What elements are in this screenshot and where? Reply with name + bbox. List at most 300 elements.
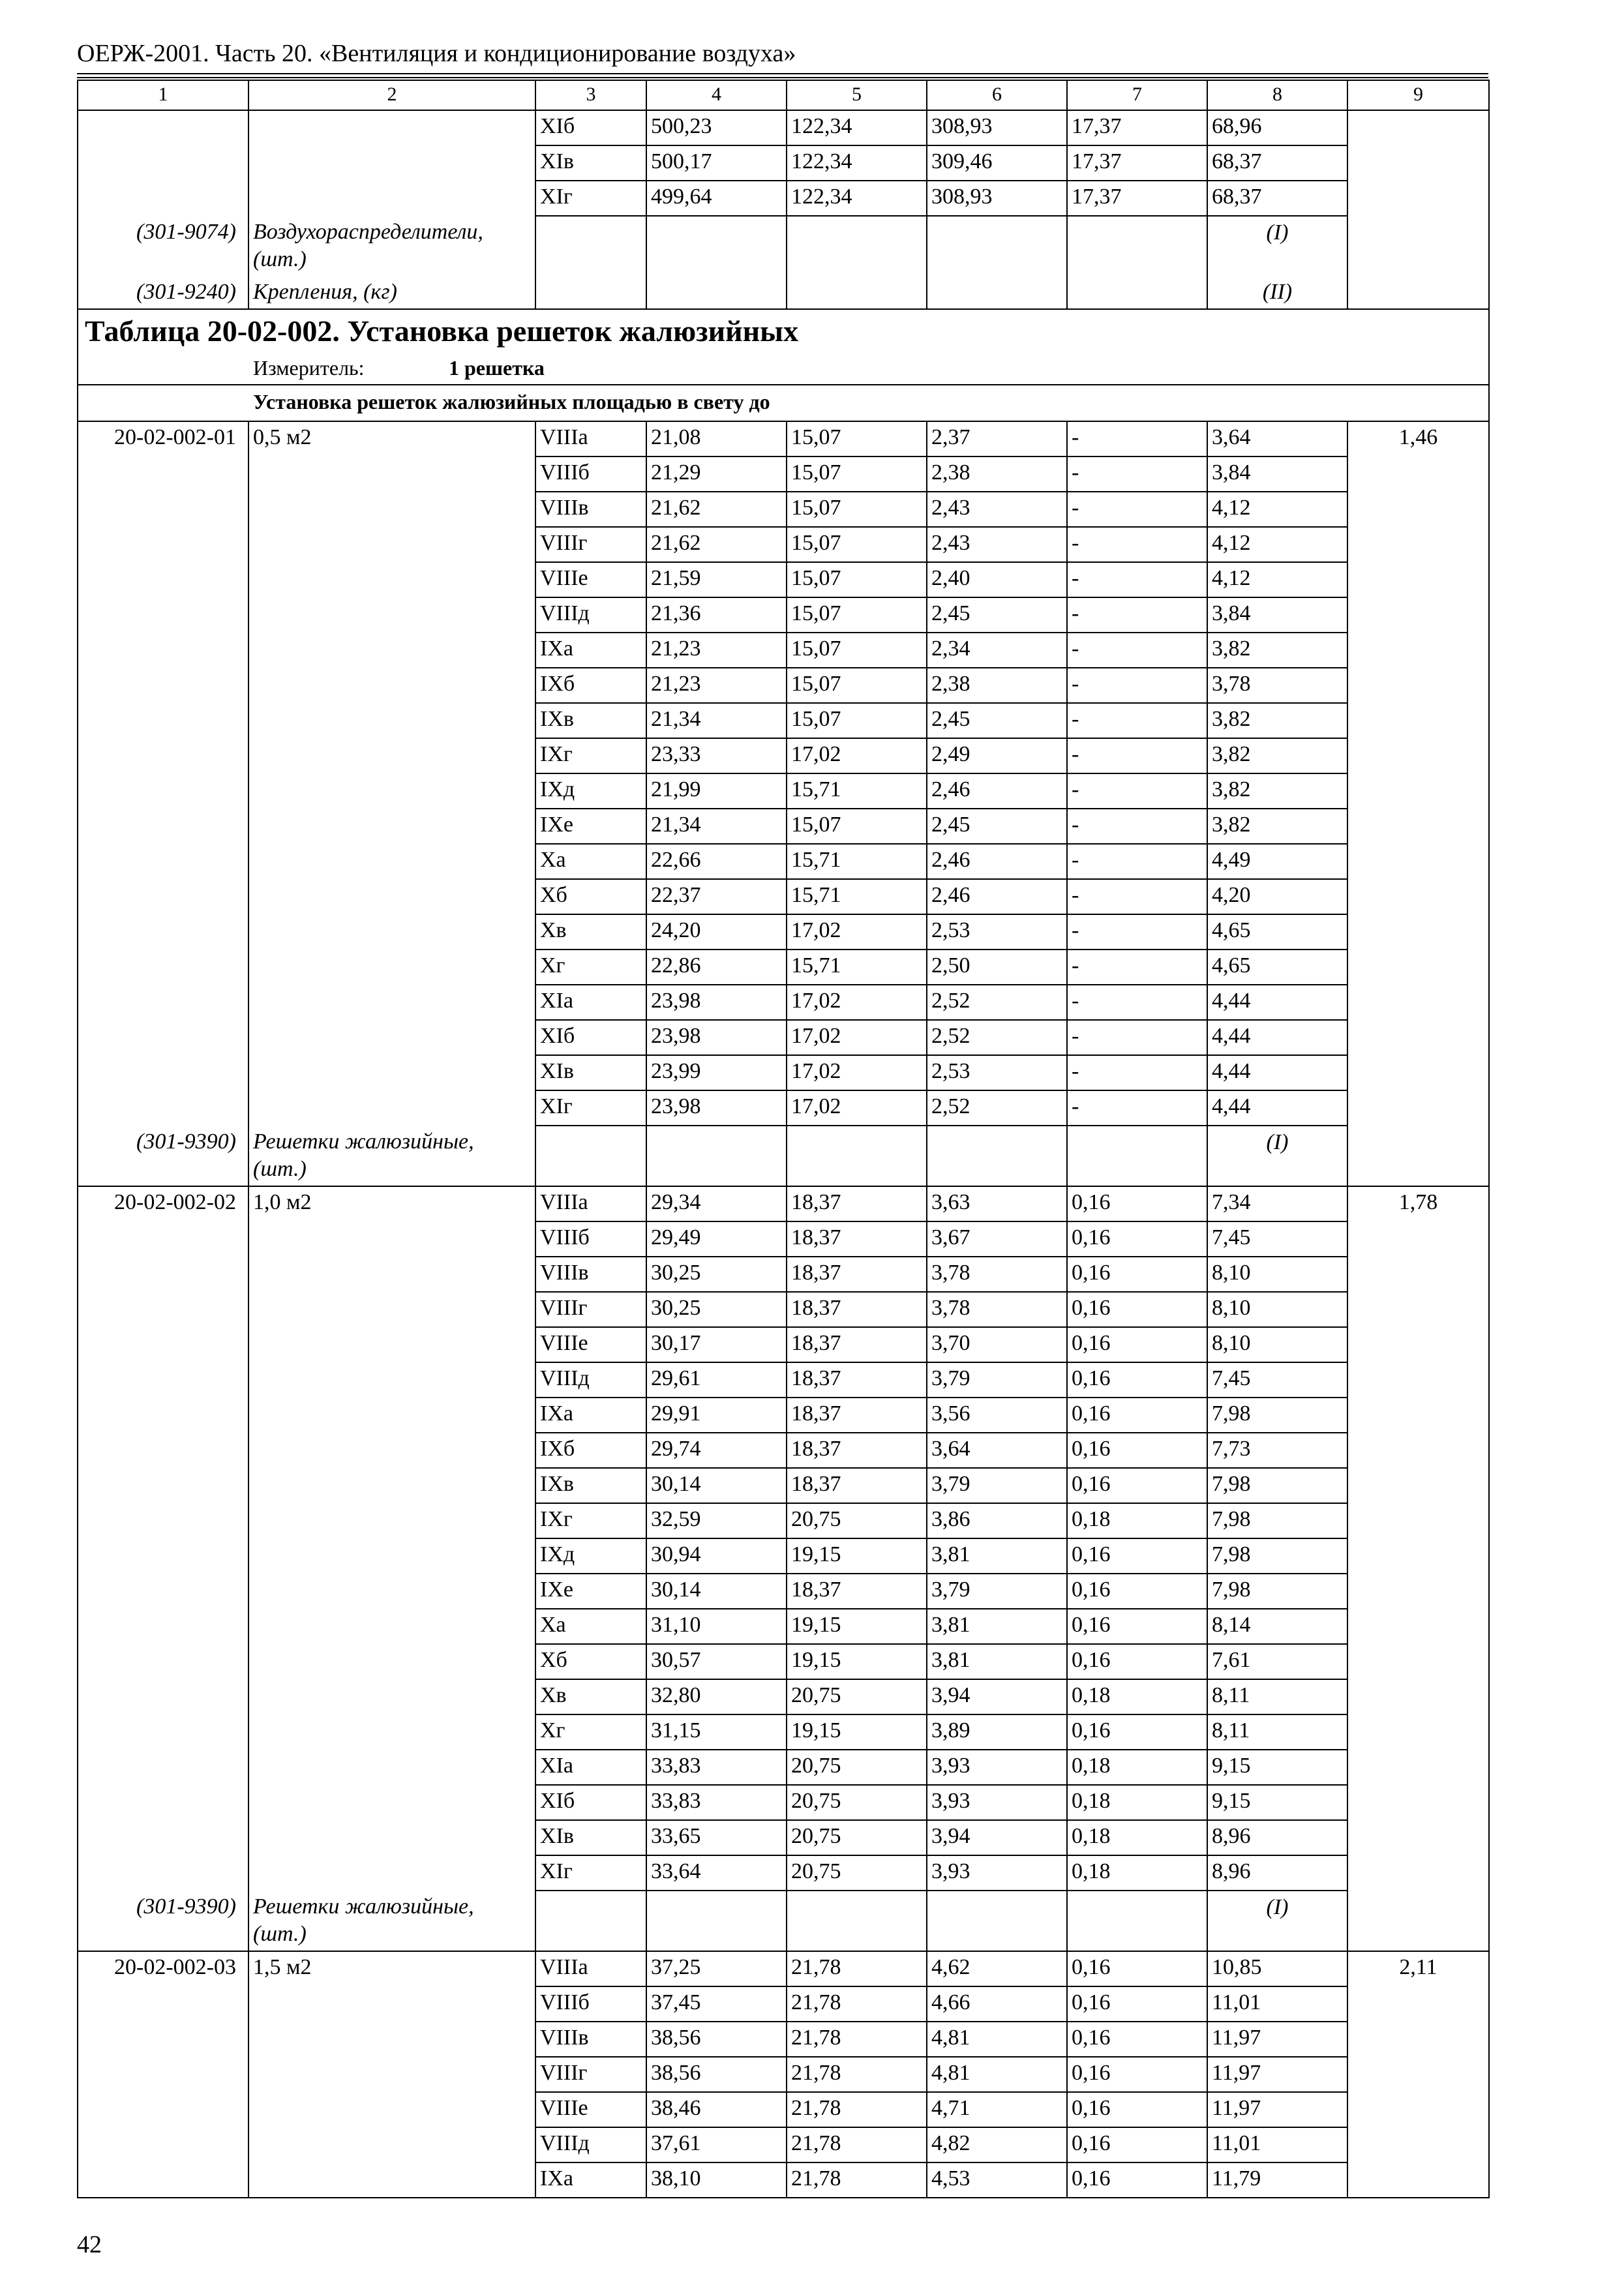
labor-cell [1347,844,1489,879]
materials-cell: 10,85 [1207,1951,1347,1986]
rate-row [78,1433,1489,1468]
rate-row [78,668,1489,703]
material-value: (I) [1207,216,1347,276]
rate-row [78,1820,1489,1855]
wages-cell: 15,07 [787,456,927,492]
material-row [78,1891,1489,1951]
code-cell [78,773,248,809]
total-cost-cell: 21,99 [646,773,787,809]
rate-row [78,1221,1489,1257]
material-row [78,216,1489,276]
rate-row [78,1644,1489,1679]
empty-cell [927,1126,1067,1186]
materials-cell: 8,11 [1207,1679,1347,1714]
total-cost-cell: 22,86 [646,950,787,985]
material-name: Воздухораспределители, (шт.) [248,216,535,276]
description-cell [248,2127,535,2162]
wages-cell: 20,75 [787,1785,927,1820]
machines-cell: 3,93 [927,1855,1067,1891]
wages-cell: 15,07 [787,562,927,597]
rate-class-cell: VIIIг [535,1292,646,1327]
rate-class-cell: VIIIе [535,1327,646,1362]
machinist-wages-cell: 0,16 [1067,2057,1207,2092]
description-cell [248,1644,535,1679]
materials-cell: 4,12 [1207,492,1347,527]
code-cell [78,1750,248,1785]
total-cost-cell: 33,64 [646,1855,787,1891]
grille-size: 0,5 м2 [248,421,535,456]
total-cost-cell: 21,29 [646,456,787,492]
total-cost-cell: 29,61 [646,1362,787,1398]
description-cell [248,1362,535,1398]
rate-row [78,1986,1489,2022]
materials-cell: 4,49 [1207,844,1347,879]
wages-cell: 21,78 [787,2127,927,2162]
machinist-wages-cell: - [1067,562,1207,597]
materials-cell: 7,73 [1207,1433,1347,1468]
rates-table-body [78,80,1489,2198]
machinist-wages-cell: - [1067,703,1207,738]
empty-cell [927,276,1067,309]
empty-cell [646,276,787,309]
rate-class-cell: VIIIб [535,456,646,492]
materials-cell: 4,20 [1207,879,1347,914]
rate-row [78,492,1489,527]
materials-cell: 7,98 [1207,1398,1347,1433]
materials-cell: 8,14 [1207,1609,1347,1644]
materials-cell: 9,15 [1207,1750,1347,1785]
machines-cell: 3,78 [927,1257,1067,1292]
wages-cell: 15,07 [787,527,927,562]
code-cell [78,738,248,773]
machines-cell: 2,43 [927,492,1067,527]
labor-cell [1347,703,1489,738]
wages-cell: 15,71 [787,844,927,879]
rate-class-cell: IXб [535,1433,646,1468]
total-cost-cell: 21,62 [646,527,787,562]
total-cost-cell: 500,23 [646,110,787,145]
labor-cell [1347,985,1489,1020]
machines-cell: 3,93 [927,1785,1067,1820]
labor-cell [1347,1221,1489,1257]
total-cost-cell: 21,59 [646,562,787,597]
total-cost-cell: 23,98 [646,985,787,1020]
machines-cell: 4,81 [927,2022,1067,2057]
wages-cell: 18,37 [787,1574,927,1609]
labor-cell [1347,145,1489,181]
labor-cell [1347,1433,1489,1468]
wages-cell: 20,75 [787,1679,927,1714]
total-cost-cell: 31,15 [646,1714,787,1750]
code-cell [78,2057,248,2092]
labor-value: 1,78 [1347,1186,1489,1221]
wages-cell: 17,02 [787,1020,927,1055]
machines-cell: 3,93 [927,1750,1067,1785]
empty-cell [646,1126,787,1186]
rate-class-cell: XIв [535,145,646,181]
wages-cell: 21,78 [787,2092,927,2127]
rate-row [78,738,1489,773]
rate-class-cell: IXг [535,738,646,773]
labor-cell [1347,1257,1489,1292]
materials-cell: 68,96 [1207,110,1347,145]
wages-cell: 18,37 [787,1221,927,1257]
header-rule [77,73,1488,74]
column-number: 8 [1207,80,1347,110]
rate-class-cell: Xа [535,844,646,879]
rate-row [78,1951,1489,1986]
machines-cell: 3,79 [927,1468,1067,1503]
machines-cell: 2,52 [927,1020,1067,1055]
code-cell [78,703,248,738]
wages-cell: 15,07 [787,668,927,703]
code-cell [78,1468,248,1503]
labor-cell [1347,492,1489,527]
rate-code: 20-02-002-02 [78,1186,248,1221]
wages-cell: 15,07 [787,421,927,456]
materials-cell: 68,37 [1207,181,1347,216]
machinist-wages-cell: 17,37 [1067,181,1207,216]
rate-class-cell: IXа [535,633,646,668]
machinist-wages-cell: - [1067,456,1207,492]
rate-class-cell: IXв [535,703,646,738]
description-cell [248,527,535,562]
rate-class-cell: Xв [535,1679,646,1714]
rate-class-cell: XIб [535,110,646,145]
wages-cell: 18,37 [787,1398,927,1433]
rate-class-cell: XIг [535,1090,646,1126]
materials-cell: 4,65 [1207,950,1347,985]
labor-cell [1347,562,1489,597]
total-cost-cell: 37,25 [646,1951,787,1986]
machinist-wages-cell: 0,16 [1067,1398,1207,1433]
machines-cell: 2,53 [927,1055,1067,1090]
rate-class-cell: IXд [535,1538,646,1574]
code-cell [78,950,248,985]
labor-cell [1347,2162,1489,2198]
rate-row [78,1292,1489,1327]
description-cell [248,1292,535,1327]
rate-row [78,1785,1489,1820]
materials-cell: 7,98 [1207,1468,1347,1503]
rate-class-cell: VIIIв [535,2022,646,2057]
wages-cell: 17,02 [787,914,927,950]
total-cost-cell: 24,20 [646,914,787,950]
machines-cell: 3,81 [927,1644,1067,1679]
machines-cell: 3,94 [927,1820,1067,1855]
description-cell [248,1609,535,1644]
labor-cell [1347,1503,1489,1538]
machines-cell: 4,71 [927,2092,1067,2127]
machines-cell: 4,62 [927,1951,1067,1986]
code-cell [78,527,248,562]
wages-cell: 15,07 [787,703,927,738]
code-cell [78,1221,248,1257]
total-cost-cell: 23,98 [646,1020,787,1055]
code-cell [78,668,248,703]
column-number: 6 [927,80,1067,110]
column-number: 7 [1067,80,1207,110]
code-cell [78,844,248,879]
materials-cell: 7,45 [1207,1362,1347,1398]
materials-cell: 8,10 [1207,1292,1347,1327]
table-title: Таблица 20-02-002. Установка решеток жалюзийных [78,309,1489,353]
rate-class-cell: XIб [535,1020,646,1055]
machines-cell: 309,46 [927,145,1067,181]
description-cell [248,1785,535,1820]
materials-cell: 8,96 [1207,1820,1347,1855]
grille-size: 1,5 м2 [248,1951,535,1986]
description-cell [248,1574,535,1609]
labor-cell [1347,1785,1489,1820]
wages-cell: 18,37 [787,1468,927,1503]
machines-cell: 3,79 [927,1574,1067,1609]
rate-class-cell: Xв [535,914,646,950]
rate-class-cell: VIIIд [535,2127,646,2162]
machinist-wages-cell: 0,18 [1067,1679,1207,1714]
total-cost-cell: 29,74 [646,1433,787,1468]
material-code: (301-9390) [78,1891,248,1951]
materials-cell: 4,44 [1207,1020,1347,1055]
material-name: Решетки жалюзийные, (шт.) [248,1126,535,1186]
labor-cell [1347,2127,1489,2162]
rate-row [78,633,1489,668]
rates-table [77,80,1490,2198]
rate-class-cell: VIIIе [535,2092,646,2127]
machines-cell: 4,82 [927,2127,1067,2162]
carryover-row [78,110,1489,145]
rate-class-cell: XIа [535,985,646,1020]
code-cell [78,1398,248,1433]
labor-cell [1347,1362,1489,1398]
machinist-wages-cell: - [1067,738,1207,773]
total-cost-cell: 33,65 [646,1820,787,1855]
wages-cell: 18,37 [787,1186,927,1221]
wages-cell: 19,15 [787,1644,927,1679]
total-cost-cell: 21,08 [646,421,787,456]
machinist-wages-cell: 0,16 [1067,1362,1207,1398]
rate-class-cell: IXд [535,773,646,809]
wages-cell: 15,07 [787,492,927,527]
table-title-row [78,309,1489,353]
machines-cell: 3,81 [927,1538,1067,1574]
wages-cell: 15,07 [787,597,927,633]
rate-class-cell: XIв [535,1055,646,1090]
material-name: Крепления, (кг) [248,276,535,309]
description-cell [248,1398,535,1433]
total-cost-cell: 21,23 [646,668,787,703]
code-cell [78,1362,248,1398]
machinist-wages-cell: 0,18 [1067,1750,1207,1785]
machines-cell: 4,53 [927,2162,1067,2198]
machines-cell: 2,38 [927,668,1067,703]
description-cell [248,2057,535,2092]
machinist-wages-cell: 0,16 [1067,2022,1207,2057]
code-cell [78,633,248,668]
materials-cell: 8,96 [1207,1855,1347,1891]
total-cost-cell: 21,34 [646,703,787,738]
description-cell [248,2022,535,2057]
rate-class-cell: VIIIб [535,1986,646,2022]
labor-cell [1347,879,1489,914]
description-cell [248,809,535,844]
empty-cell [535,216,646,276]
wages-cell: 21,78 [787,2162,927,2198]
machines-cell: 308,93 [927,181,1067,216]
description-cell [248,1468,535,1503]
machines-cell: 2,45 [927,809,1067,844]
rate-row [78,703,1489,738]
code-cell [78,2092,248,2127]
rate-row [78,914,1489,950]
materials-cell: 3,78 [1207,668,1347,703]
labor-cell [1347,1090,1489,1126]
machinist-wages-cell: - [1067,421,1207,456]
description-cell [248,738,535,773]
machinist-wages-cell: 0,16 [1067,2092,1207,2127]
materials-cell: 3,84 [1207,456,1347,492]
column-number: 5 [787,80,927,110]
rate-class-cell: VIIIб [535,1221,646,1257]
code-cell [78,1820,248,1855]
labor-cell [1347,1055,1489,1090]
empty-cell [1067,216,1207,276]
page-number: 42 [77,2231,102,2258]
machines-cell: 2,45 [927,597,1067,633]
machinist-wages-cell: - [1067,950,1207,985]
labor-cell [1347,1468,1489,1503]
machinist-wages-cell: 0,16 [1067,1951,1207,1986]
materials-cell: 11,97 [1207,2022,1347,2057]
machinist-wages-cell: 0,16 [1067,1257,1207,1292]
machines-cell: 3,70 [927,1327,1067,1362]
rate-row [78,879,1489,914]
wages-cell: 15,71 [787,950,927,985]
wages-cell: 19,15 [787,1714,927,1750]
wages-cell: 20,75 [787,1503,927,1538]
labor-cell [1347,2057,1489,2092]
rate-class-cell: VIIIв [535,1257,646,1292]
column-number-row [78,80,1489,110]
labor-cell [1347,181,1489,216]
wages-cell: 122,34 [787,181,927,216]
wages-cell: 15,71 [787,773,927,809]
rate-row [78,1055,1489,1090]
labor-cell [1347,2092,1489,2127]
labor-cell [1347,527,1489,562]
rate-class-cell: IXг [535,1503,646,1538]
rate-row [78,1020,1489,1055]
rate-class-cell: VIIIе [535,562,646,597]
materials-cell: 3,64 [1207,421,1347,456]
rate-row [78,1362,1489,1398]
wages-cell: 18,37 [787,1433,927,1468]
machines-cell: 4,81 [927,2057,1067,2092]
code-cell [78,456,248,492]
labor-cell [1347,1986,1489,2022]
code-cell [78,914,248,950]
code-cell [78,1574,248,1609]
column-number: 9 [1347,80,1489,110]
material-value: (I) [1207,1126,1347,1186]
machinist-wages-cell: 0,16 [1067,1609,1207,1644]
description-cell [248,1020,535,1055]
rate-class-cell: VIIIа [535,421,646,456]
material-code: (301-9390) [78,1126,248,1186]
rate-class-cell: XIб [535,1785,646,1820]
machines-cell: 2,53 [927,914,1067,950]
rate-class-cell: XIг [535,181,646,216]
wages-cell: 18,37 [787,1327,927,1362]
rate-row [78,1503,1489,1538]
machines-cell: 3,56 [927,1398,1067,1433]
description-cell [248,110,535,145]
labor-value: 2,11 [1347,1951,1489,1986]
description-cell [248,1714,535,1750]
total-cost-cell: 30,14 [646,1468,787,1503]
description-cell [248,562,535,597]
machines-cell: 2,52 [927,985,1067,1020]
machines-cell: 2,43 [927,527,1067,562]
materials-cell: 68,37 [1207,145,1347,181]
grille-size: 1,0 м2 [248,1186,535,1221]
materials-cell: 7,98 [1207,1574,1347,1609]
rate-class-cell: VIIIг [535,2057,646,2092]
description-cell [248,1820,535,1855]
empty-cell [646,216,787,276]
empty-cell [787,276,927,309]
meter-value: 1 решетка [449,356,545,380]
machinist-wages-cell: 0,18 [1067,1855,1207,1891]
labor-cell [1347,809,1489,844]
wages-cell: 18,37 [787,1257,927,1292]
machines-cell: 3,64 [927,1433,1067,1468]
rate-class-cell: VIIIв [535,492,646,527]
total-cost-cell: 32,59 [646,1503,787,1538]
wages-cell: 20,75 [787,1820,927,1855]
materials-cell: 11,97 [1207,2092,1347,2127]
description-cell [248,1503,535,1538]
rate-row [78,1679,1489,1714]
rate-row [78,1538,1489,1574]
machinist-wages-cell: 0,16 [1067,1714,1207,1750]
labor-cell [1347,914,1489,950]
machines-cell: 2,46 [927,879,1067,914]
machinist-wages-cell: 0,16 [1067,2127,1207,2162]
rate-row [78,809,1489,844]
rate-row [78,844,1489,879]
material-name: Решетки жалюзийные, (шт.) [248,1891,535,1951]
rate-class-cell: Xб [535,879,646,914]
materials-cell: 11,01 [1207,2127,1347,2162]
description-cell [248,1055,535,1090]
description-cell [248,456,535,492]
code-cell [78,2162,248,2198]
rate-class-cell: VIIIа [535,1951,646,1986]
rate-class-cell: IXв [535,1468,646,1503]
labor-cell [1347,456,1489,492]
materials-cell: 7,98 [1207,1503,1347,1538]
code-cell [78,1020,248,1055]
machinist-wages-cell: - [1067,844,1207,879]
description-cell [248,1679,535,1714]
rate-row [78,527,1489,562]
rate-class-cell: IXб [535,668,646,703]
materials-cell: 4,44 [1207,1055,1347,1090]
machines-cell: 308,93 [927,110,1067,145]
rate-row [78,2092,1489,2127]
labor-cell [1347,633,1489,668]
